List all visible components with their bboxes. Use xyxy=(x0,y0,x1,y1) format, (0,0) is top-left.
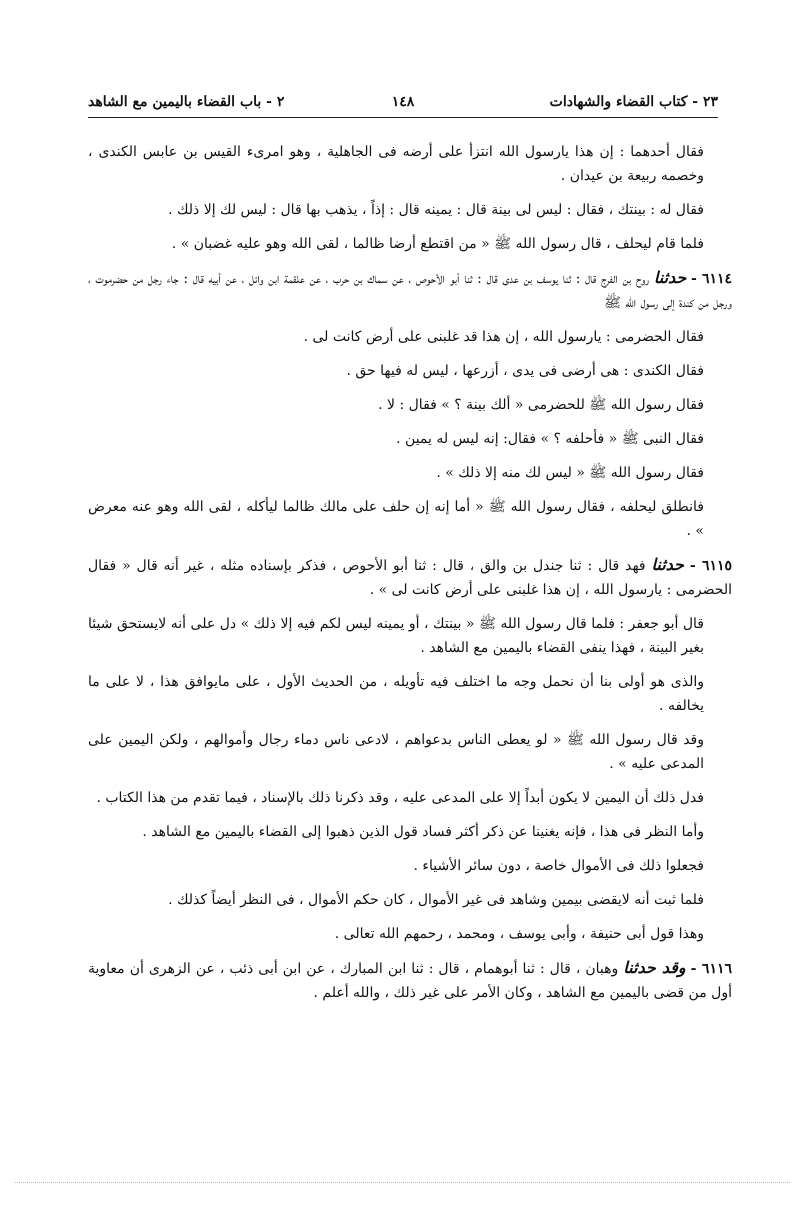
paragraph: والذى هو أولى بنا أن نحمل وجه ما اختلف فيه تأويله ، من الحديث الأول ، على مايوافق هذا ، لا على ما يخالفه . xyxy=(88,674,704,714)
header-section-title: ٢ - باب القضاء باليمين مع الشاهد xyxy=(88,94,285,110)
paragraph: فلما ثبت أنه لايقضى بيمين وشاهد فى غير الأموال ، كان حكم الأموال ، فى النظر أيضاً كذلك . xyxy=(168,892,704,908)
paragraph: فقال الحضرمى : يارسول الله ، إن هذا قد غلبنى على أرض كانت لى . xyxy=(303,329,704,345)
scan-bottom-edge xyxy=(15,1182,790,1183)
hadith-number: ٦١١٤ - xyxy=(691,271,733,287)
paragraph: فجعلوا ذلك فى الأموال خاصة ، دون سائر الأشياء . xyxy=(413,858,704,874)
header-rule xyxy=(88,117,718,118)
paragraph: وقد قال رسول الله ﷺ « لو يعطى الناس بدعواهم ، لادعى ناس دماء رجال وأموالهم ، ولكن اليمين على المدعى عليه » . xyxy=(88,732,705,772)
paragraph: فدل ذلك أن اليمين لا يكون أبداً إلا على المدعى عليه ، وقد ذكرنا ذلك بالإسناد ، فيما تقدم من هذا الكتاب . xyxy=(96,790,704,806)
paragraph: فانطلق ليحلفه ، فقال رسول الله ﷺ « أما إنه إن حلف على مالك ظالما ليأكله ، لقى الله وهو عنه معرض » . xyxy=(88,499,704,539)
hadith-number: ٦١١٥ - xyxy=(689,558,733,574)
paragraph: فقال رسول الله ﷺ « ليس لك منه إلا ذلك » . xyxy=(436,465,704,481)
body-text xyxy=(88,140,733,1015)
narration-keyword: حدثنا xyxy=(653,268,687,287)
page-header xyxy=(88,92,718,116)
paragraph: فقال له : بينتك ، فقال : ليس لى بينة قال : يمينه قال : إذاً ، يذهب بها قال : ليس لك إلا ذلك . xyxy=(168,202,704,218)
paragraph: فقال الكندى : هى أرضى فى يدى ، أزرعها ، ليس له فيها حق . xyxy=(346,363,704,379)
hadith-paragraph: ٦١١٤ - حدثنا روح بن الفرج قال : ثنا يوسف بن عدى قال : ثنا أبو الأحوص ، عن سماك بن حرب ، عن علقمة ابن وائل ، عن أبيه قال : جاء رجل من حضرموت ، ورجل من كندة إلى رسول الله ﷺ xyxy=(88,268,733,311)
paragraph: قال أبو جعفر : فلما قال رسول الله ﷺ « بينتك ، أو يمينه ليس لكم فيه إلا ذلك » دل على أنه لايستحق شيئا بغير البينة ، فهذا ينفى القضاء باليمين مع الشاهد . xyxy=(88,616,704,656)
header-chapter-title: ٢٣ - كتاب القضاء والشهادات xyxy=(549,94,718,110)
hadith-number: ٦١١٦ - xyxy=(690,961,732,977)
paragraph: فقال رسول الله ﷺ للحضرمى « ألك بينة ؟ » فقال : لا . xyxy=(378,397,704,413)
narration-keyword: حدثنا xyxy=(651,555,684,574)
paragraph: وأما النظر فى هذا ، فإنه يغنينا عن ذكر أكثر فساد قول الذين ذهبوا إلى القضاء باليمين مع الشاهد . xyxy=(142,824,704,840)
hadith-paragraph: ٦١١٦ - وقد حدثنا وهبان ، قال : ثنا أبوهمام ، قال : ثنا ابن المبارك ، عن ابن أبى ذئب ، عن الزهرى أن معاوية أول من قضى باليمين مع الشاهد ، وكان الأمر على غير ذلك ، والله أعلم . xyxy=(88,958,732,1001)
paragraph: وهذا قول أبى حنيفة ، وأبى يوسف ، ومحمد ، رحمهم الله تعالى . xyxy=(334,926,704,942)
paragraph: فقال أحدهما : إن هذا يارسول الله انتزأ على أرضه فى الجاهلية ، وهو امرىء القيس بن عابس الكندى ، وخصمه ربيعة بن عيدان . xyxy=(88,144,704,184)
page-number: ١٤٨ xyxy=(391,94,415,110)
narration-keyword: وقد حدثنا xyxy=(623,958,686,977)
paragraph: فقال النبى ﷺ « فأحلفه ؟ » فقال: إنه ليس له يمين . xyxy=(396,431,704,447)
hadith-paragraph: ٦١١٥ - حدثنا فهد قال : ثنا جندل بن والق ، قال : ثنا أبو الأحوص ، فذكر بإسناده مثله ، غير أنه قال « فقال الحضرمى : يارسول الله ، إن هذا غلبنى على أرض كانت لى » . xyxy=(88,555,733,598)
paragraph: فلما قام ليحلف ، قال رسول الله ﷺ « من اقتطع أرضا ظالما ، لقى الله وهو عليه غضبان » . xyxy=(171,236,704,252)
